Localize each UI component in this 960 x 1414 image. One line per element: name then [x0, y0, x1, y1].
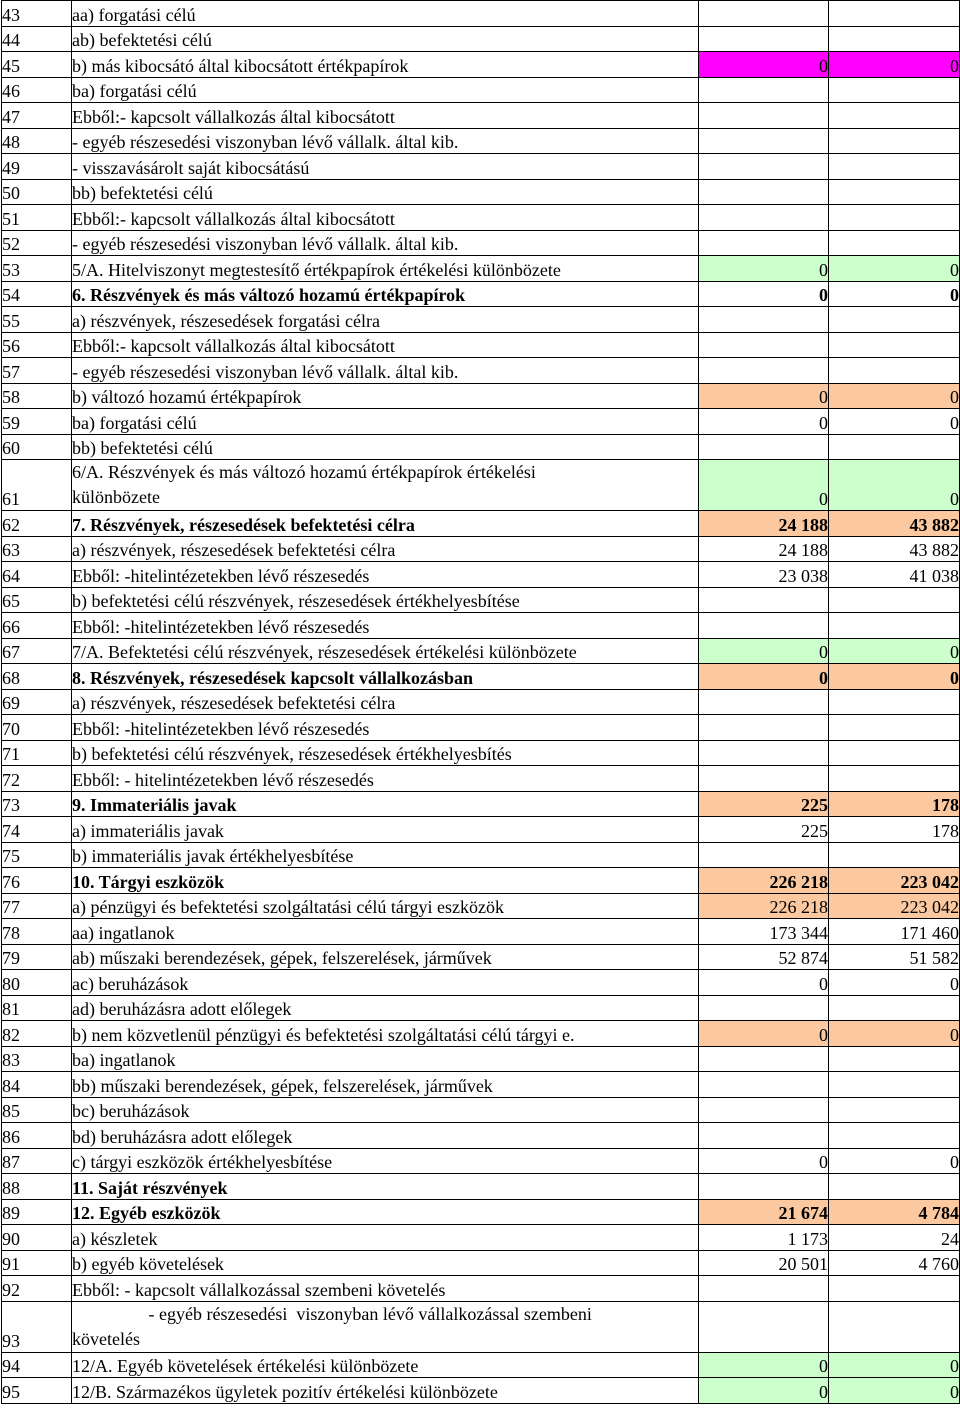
table-row [2, 383, 960, 409]
value-cell-current[interactable]: 0 [699, 1021, 829, 1047]
row-label-cell[interactable]: ad) beruházásra adott előlegek [72, 995, 699, 1021]
row-number-cell[interactable]: 86 [2, 1123, 72, 1149]
row-label-cell[interactable]: Ebből: -hitelintézetekben lévő részesedés [72, 613, 699, 639]
value-cell-current[interactable] [699, 205, 829, 231]
value-cell-current[interactable]: 0 [699, 1378, 829, 1404]
balance-sheet-body [2, 1, 960, 1404]
row-label-cell[interactable]: a) készletek [72, 1225, 699, 1251]
row-label-cell[interactable]: bc) beruházások [72, 1097, 699, 1123]
row-number-cell[interactable]: 49 [2, 154, 72, 180]
table-row [2, 154, 960, 180]
value-cell-current[interactable]: 226 218 [699, 868, 829, 894]
row-number-cell[interactable]: 75 [2, 842, 72, 868]
value-cell-current[interactable]: 23 038 [699, 562, 829, 588]
row-label-cell[interactable]: - egyéb részesedési viszonyban lévő vállalk. által kib. [72, 128, 699, 154]
row-label-cell[interactable]: c) tárgyi eszközök értékhelyesbítése [72, 1148, 699, 1174]
row-number-cell[interactable]: 80 [2, 970, 72, 996]
table-row [2, 77, 960, 103]
row-label-cell[interactable]: ab) befektetési célú [72, 26, 699, 52]
row-number-cell[interactable]: 76 [2, 868, 72, 894]
row-number-cell[interactable]: 82 [2, 1021, 72, 1047]
value-cell-previous[interactable]: 0 [829, 409, 960, 435]
row-number-cell[interactable]: 77 [2, 893, 72, 919]
row-number-cell[interactable]: 74 [2, 817, 72, 843]
value-cell-previous[interactable] [829, 154, 960, 180]
table-row [2, 281, 960, 307]
table-row [2, 944, 960, 970]
table-row [2, 230, 960, 256]
value-cell-previous[interactable]: 0 [829, 383, 960, 409]
row-number-cell[interactable]: 52 [2, 230, 72, 256]
row-label-cell[interactable]: Ebből: - kapcsolt vállalkozással szembeni követelés [72, 1276, 699, 1302]
value-cell-previous[interactable]: 171 460 [829, 919, 960, 945]
row-label-cell[interactable]: ac) beruházások [72, 970, 699, 996]
row-number-cell[interactable]: 64 [2, 562, 72, 588]
value-cell-current[interactable] [699, 434, 829, 460]
row-number-cell[interactable]: 46 [2, 77, 72, 103]
row-number-cell[interactable]: 71 [2, 740, 72, 766]
value-cell-current[interactable]: 0 [699, 409, 829, 435]
row-label-cell[interactable]: - egyéb részesedési viszonyban lévő vállalk. által kib. [72, 358, 699, 384]
value-cell-previous[interactable]: 0 [829, 256, 960, 282]
value-cell-current[interactable]: 225 [699, 791, 829, 817]
value-cell-previous[interactable] [829, 995, 960, 1021]
row-number-cell[interactable]: 48 [2, 128, 72, 154]
row-number-cell[interactable]: 51 [2, 205, 72, 231]
value-cell-current[interactable]: 24 188 [699, 511, 829, 537]
value-cell-current[interactable] [699, 358, 829, 384]
row-number-cell[interactable]: 43 [2, 1, 72, 27]
row-label-cell[interactable]: 7/A. Befektetési célú részvények, részesedések értékelési különbözete [72, 638, 699, 664]
row-number-cell[interactable]: 50 [2, 179, 72, 205]
row-number-cell[interactable]: 53 [2, 256, 72, 282]
row-number-cell[interactable]: 44 [2, 26, 72, 52]
row-label-cell[interactable]: ab) műszaki berendezések, gépek, felszerelések, járművek [72, 944, 699, 970]
value-cell-previous[interactable] [829, 434, 960, 460]
row-number-cell[interactable]: 83 [2, 1046, 72, 1072]
row-number-cell[interactable]: 69 [2, 689, 72, 715]
value-cell-current[interactable]: 21 674 [699, 1199, 829, 1225]
row-label-cell[interactable]: b) immateriális javak értékhelyesbítése [72, 842, 699, 868]
row-number-cell[interactable]: 81 [2, 995, 72, 1021]
value-cell-current[interactable] [699, 689, 829, 715]
table-row [2, 817, 960, 843]
table-row [2, 358, 960, 384]
value-cell-previous[interactable]: 43 882 [829, 511, 960, 537]
value-cell-previous[interactable] [829, 1046, 960, 1072]
value-cell-previous[interactable] [829, 740, 960, 766]
table-row [2, 664, 960, 690]
value-cell-previous[interactable]: 0 [829, 638, 960, 664]
row-label-cell[interactable]: 10. Tárgyi eszközök [72, 868, 699, 894]
table-row [2, 409, 960, 435]
value-cell-current[interactable]: 0 [699, 460, 829, 511]
value-cell-previous[interactable] [829, 1072, 960, 1098]
table-row [2, 1301, 960, 1352]
value-cell-previous[interactable] [829, 179, 960, 205]
value-cell-previous[interactable]: 0 [829, 664, 960, 690]
value-cell-previous[interactable]: 4 784 [829, 1199, 960, 1225]
value-cell-current[interactable]: 0 [699, 1352, 829, 1378]
value-cell-previous[interactable] [829, 766, 960, 792]
row-number-cell[interactable]: 87 [2, 1148, 72, 1174]
row-number-cell[interactable]: 55 [2, 307, 72, 333]
row-label-cell[interactable]: 12. Egyéb eszközök [72, 1199, 699, 1225]
value-cell-current[interactable]: 0 [699, 638, 829, 664]
table-row [2, 128, 960, 154]
value-cell-current[interactable]: 0 [699, 1148, 829, 1174]
value-cell-previous[interactable]: 223 042 [829, 868, 960, 894]
table-row [2, 1123, 960, 1149]
value-cell-previous[interactable] [829, 1, 960, 27]
table-row [2, 1199, 960, 1225]
value-cell-current[interactable]: 225 [699, 817, 829, 843]
row-label-cell[interactable]: b) befektetési célú részvények, részesedések értékhelyesbítés [72, 740, 699, 766]
value-cell-previous[interactable] [829, 332, 960, 358]
table-row [2, 103, 960, 129]
value-cell-previous[interactable] [829, 587, 960, 613]
row-label-cell[interactable]: b) más kibocsátó által kibocsátott értékpapírok [72, 52, 699, 78]
value-cell-previous[interactable] [829, 1174, 960, 1200]
value-cell-current[interactable] [699, 332, 829, 358]
value-cell-previous[interactable]: 43 882 [829, 536, 960, 562]
row-label-cell[interactable]: Ebből:- kapcsolt vállalkozás által kibocsátott [72, 103, 699, 129]
row-label-cell[interactable]: b) változó hozamú értékpapírok [72, 383, 699, 409]
row-label-cell[interactable]: a) részvények, részesedések forgatási célra [72, 307, 699, 333]
row-label-cell[interactable]: bb) műszaki berendezések, gépek, felszerelések, járművek [72, 1072, 699, 1098]
row-label-cell[interactable]: ba) forgatási célú [72, 409, 699, 435]
row-number-cell[interactable]: 89 [2, 1199, 72, 1225]
value-cell-current[interactable] [699, 766, 829, 792]
value-cell-current[interactable] [699, 1, 829, 27]
row-number-cell[interactable]: 88 [2, 1174, 72, 1200]
value-cell-previous[interactable]: 0 [829, 460, 960, 511]
value-cell-current[interactable] [699, 1046, 829, 1072]
value-cell-previous[interactable]: 223 042 [829, 893, 960, 919]
table-row [2, 842, 960, 868]
table-row [2, 332, 960, 358]
value-cell-previous[interactable] [829, 1276, 960, 1302]
row-label-cell[interactable]: 12/A. Egyéb követelések értékelési különbözete [72, 1352, 699, 1378]
row-number-cell[interactable]: 68 [2, 664, 72, 690]
value-cell-previous[interactable]: 0 [829, 281, 960, 307]
value-cell-current[interactable]: 226 218 [699, 893, 829, 919]
row-label-cell[interactable]: - egyéb részesedési viszonyban lévő vállalk. által kib. [72, 230, 699, 256]
table-row [2, 205, 960, 231]
value-cell-current[interactable]: 52 874 [699, 944, 829, 970]
row-number-cell[interactable]: 85 [2, 1097, 72, 1123]
row-number-cell[interactable]: 47 [2, 103, 72, 129]
table-row [2, 740, 960, 766]
row-number-cell[interactable]: 93 [2, 1301, 72, 1352]
value-cell-previous[interactable] [829, 128, 960, 154]
row-number-cell[interactable]: 62 [2, 511, 72, 537]
value-cell-previous[interactable] [829, 205, 960, 231]
value-cell-current[interactable]: 0 [699, 256, 829, 282]
value-cell-current[interactable] [699, 995, 829, 1021]
value-cell-previous[interactable]: 0 [829, 970, 960, 996]
table-row [2, 1378, 960, 1404]
value-cell-previous[interactable]: 24 [829, 1225, 960, 1251]
value-cell-current[interactable]: 0 [699, 383, 829, 409]
row-number-cell[interactable]: 73 [2, 791, 72, 817]
row-number-cell[interactable]: 94 [2, 1352, 72, 1378]
table-row [2, 893, 960, 919]
row-label-cell[interactable]: Ebből: -hitelintézetekben lévő részesedés [72, 562, 699, 588]
value-cell-current[interactable]: 20 501 [699, 1250, 829, 1276]
row-number-cell[interactable]: 58 [2, 383, 72, 409]
table-row [2, 1174, 960, 1200]
value-cell-previous[interactable] [829, 103, 960, 129]
value-cell-current[interactable] [699, 1301, 829, 1352]
row-label-cell[interactable]: bd) beruházásra adott előlegek [72, 1123, 699, 1149]
row-label-cell[interactable]: - visszavásárolt saját kibocsátású [72, 154, 699, 180]
row-number-cell[interactable]: 91 [2, 1250, 72, 1276]
table-row [2, 689, 960, 715]
table-row [2, 26, 960, 52]
row-number-cell[interactable]: 70 [2, 715, 72, 741]
row-label-cell[interactable]: a) immateriális javak [72, 817, 699, 843]
row-number-cell[interactable]: 65 [2, 587, 72, 613]
table-row [2, 511, 960, 537]
table-row [2, 1352, 960, 1378]
row-label-cell[interactable]: 6/A. Részvények és más változó hozamú értékpapírok értékelési különbözete [72, 460, 699, 511]
row-number-cell[interactable]: 79 [2, 944, 72, 970]
value-cell-current[interactable]: 173 344 [699, 919, 829, 945]
value-cell-previous[interactable] [829, 1301, 960, 1352]
value-cell-current[interactable] [699, 613, 829, 639]
value-cell-current[interactable]: 24 188 [699, 536, 829, 562]
row-number-cell[interactable]: 72 [2, 766, 72, 792]
value-cell-current[interactable]: 0 [699, 970, 829, 996]
row-label-cell[interactable]: b) befektetési célú részvények, részesedések értékhelyesbítése [72, 587, 699, 613]
value-cell-current[interactable] [699, 1276, 829, 1302]
row-label-cell[interactable]: Ebből: -hitelintézetekben lévő részesedés [72, 715, 699, 741]
value-cell-current[interactable]: 1 173 [699, 1225, 829, 1251]
row-label-cell[interactable]: 6. Részvények és más változó hozamú értékpapírok [72, 281, 699, 307]
row-label-cell[interactable]: ba) ingatlanok [72, 1046, 699, 1072]
row-label-cell[interactable]: ba) forgatási célú [72, 77, 699, 103]
row-label-cell[interactable]: bb) befektetési célú [72, 179, 699, 205]
value-cell-current[interactable] [699, 307, 829, 333]
table-row [2, 995, 960, 1021]
table-row [2, 613, 960, 639]
row-label-cell[interactable]: 5/A. Hitelviszonyt megtestesítő értékpapírok értékelési különbözete [72, 256, 699, 282]
value-cell-current[interactable]: 0 [699, 281, 829, 307]
row-label-cell[interactable]: b) nem közvetlenül pénzügyi és befektetési szolgáltatási célú tárgyi e. [72, 1021, 699, 1047]
value-cell-current[interactable] [699, 128, 829, 154]
value-cell-current[interactable] [699, 1123, 829, 1149]
table-row [2, 791, 960, 817]
row-number-cell[interactable]: 63 [2, 536, 72, 562]
value-cell-current[interactable] [699, 179, 829, 205]
row-number-cell[interactable]: 90 [2, 1225, 72, 1251]
row-label-cell[interactable]: aa) ingatlanok [72, 919, 699, 945]
table-row [2, 587, 960, 613]
row-number-cell[interactable]: 84 [2, 1072, 72, 1098]
value-cell-current[interactable] [699, 587, 829, 613]
row-number-cell[interactable]: 45 [2, 52, 72, 78]
value-cell-previous[interactable]: 178 [829, 817, 960, 843]
value-cell-previous[interactable] [829, 689, 960, 715]
row-number-cell[interactable]: 95 [2, 1378, 72, 1404]
row-label-cell[interactable]: 12/B. Származékos ügyletek pozitív értékelési különbözete [72, 1378, 699, 1404]
table-row [2, 868, 960, 894]
value-cell-previous[interactable]: 0 [829, 1021, 960, 1047]
row-number-cell[interactable]: 60 [2, 434, 72, 460]
table-row [2, 1021, 960, 1047]
row-number-cell[interactable]: 54 [2, 281, 72, 307]
value-cell-current[interactable] [699, 842, 829, 868]
value-cell-previous[interactable]: 0 [829, 1378, 960, 1404]
value-cell-previous[interactable] [829, 1123, 960, 1149]
table-row [2, 1, 960, 27]
table-row [2, 1148, 960, 1174]
row-number-cell[interactable]: 59 [2, 409, 72, 435]
table-row [2, 919, 960, 945]
value-cell-previous[interactable] [829, 715, 960, 741]
value-cell-current[interactable] [699, 1174, 829, 1200]
row-number-cell[interactable]: 57 [2, 358, 72, 384]
value-cell-previous[interactable] [829, 842, 960, 868]
value-cell-previous[interactable]: 41 038 [829, 562, 960, 588]
table-row [2, 1097, 960, 1123]
value-cell-previous[interactable] [829, 613, 960, 639]
table-row [2, 307, 960, 333]
value-cell-previous[interactable] [829, 77, 960, 103]
table-row [2, 256, 960, 282]
value-cell-previous[interactable]: 0 [829, 1352, 960, 1378]
row-label-cell[interactable]: 7. Részvények, részesedések befektetési célra [72, 511, 699, 537]
value-cell-previous[interactable] [829, 1097, 960, 1123]
table-row [2, 1046, 960, 1072]
row-number-cell[interactable]: 92 [2, 1276, 72, 1302]
table-row [2, 1072, 960, 1098]
table-row [2, 52, 960, 78]
value-cell-previous[interactable]: 178 [829, 791, 960, 817]
row-number-cell[interactable]: 61 [2, 460, 72, 511]
row-label-cell[interactable]: aa) forgatási célú [72, 1, 699, 27]
row-label-cell[interactable]: bb) befektetési célú [72, 434, 699, 460]
table-row [2, 562, 960, 588]
row-label-cell[interactable]: Ebből:- kapcsolt vállalkozás által kibocsátott [72, 205, 699, 231]
row-label-cell[interactable]: a) pénzügyi és befektetési szolgáltatási célú tárgyi eszközök [72, 893, 699, 919]
balance-sheet-table [1, 0, 960, 1404]
row-label-cell[interactable]: 11. Saját részvények [72, 1174, 699, 1200]
value-cell-current[interactable] [699, 230, 829, 256]
table-row [2, 179, 960, 205]
value-cell-previous[interactable] [829, 26, 960, 52]
table-row [2, 638, 960, 664]
value-cell-previous[interactable] [829, 307, 960, 333]
row-label-cell[interactable]: a) részvények, részesedések befektetési célra [72, 689, 699, 715]
value-cell-previous[interactable]: 0 [829, 1148, 960, 1174]
row-label-cell[interactable]: b) egyéb követelések [72, 1250, 699, 1276]
value-cell-current[interactable] [699, 77, 829, 103]
value-cell-current[interactable]: 0 [699, 664, 829, 690]
row-label-cell[interactable]: 9. Immateriális javak [72, 791, 699, 817]
value-cell-previous[interactable]: 51 582 [829, 944, 960, 970]
value-cell-current[interactable]: 0 [699, 52, 829, 78]
row-label-cell[interactable]: Ebből:- kapcsolt vállalkozás által kibocsátott [72, 332, 699, 358]
table-row [2, 970, 960, 996]
value-cell-previous[interactable]: 4 760 [829, 1250, 960, 1276]
value-cell-previous[interactable] [829, 230, 960, 256]
value-cell-current[interactable] [699, 103, 829, 129]
row-label-cell[interactable]: 8. Részvények, részesedések kapcsolt vállalkozásban [72, 664, 699, 690]
row-label-cell[interactable]: a) részvények, részesedések befektetési célra [72, 536, 699, 562]
value-cell-current[interactable] [699, 1072, 829, 1098]
value-cell-previous[interactable]: 0 [829, 52, 960, 78]
value-cell-current[interactable] [699, 26, 829, 52]
value-cell-current[interactable] [699, 1097, 829, 1123]
row-number-cell[interactable]: 66 [2, 613, 72, 639]
row-label-cell[interactable]: Ebből: - hitelintézetekben lévő részesedés [72, 766, 699, 792]
table-row [2, 1250, 960, 1276]
value-cell-current[interactable] [699, 715, 829, 741]
table-row [2, 715, 960, 741]
row-number-cell[interactable]: 56 [2, 332, 72, 358]
row-label-cell[interactable]: - egyéb részesedési viszonyban lévő vállalkozással szembeni követelés [72, 1301, 699, 1352]
table-row [2, 536, 960, 562]
table-row [2, 460, 960, 511]
table-row [2, 1225, 960, 1251]
table-row [2, 434, 960, 460]
table-row [2, 1276, 960, 1302]
table-row [2, 766, 960, 792]
row-number-cell[interactable]: 67 [2, 638, 72, 664]
row-number-cell[interactable]: 78 [2, 919, 72, 945]
value-cell-previous[interactable] [829, 358, 960, 384]
value-cell-current[interactable] [699, 740, 829, 766]
value-cell-current[interactable] [699, 154, 829, 180]
